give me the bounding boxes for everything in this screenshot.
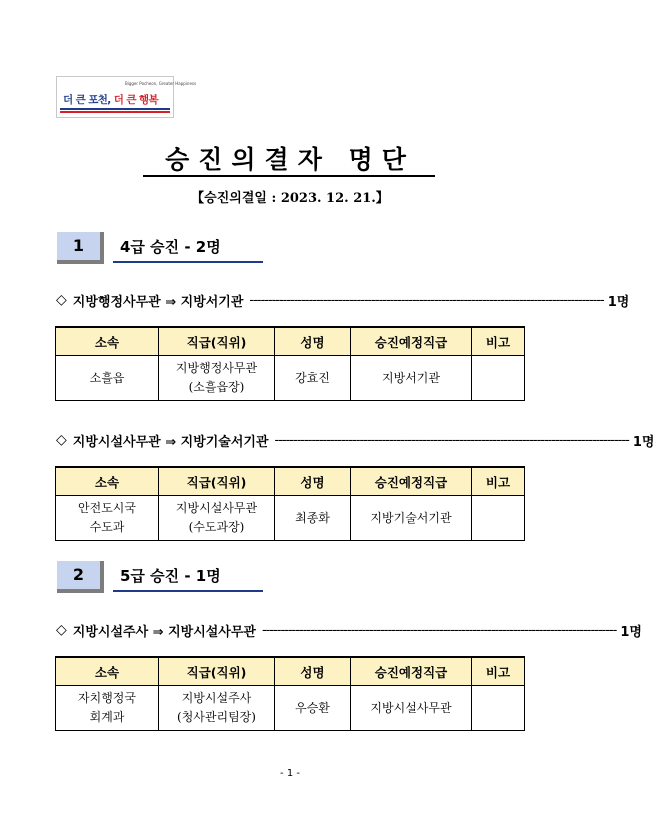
- cell-new-rank: 지방서기관: [351, 356, 472, 401]
- col-header-affiliation: 소속: [56, 657, 159, 686]
- leader-dashes: ------------------------------------------------------------------------------------------------: [274, 432, 629, 448]
- cell-affiliation: 소흘읍: [56, 356, 159, 401]
- leader-dashes: ------------------------------------------------------------------------------------------------: [261, 622, 617, 638]
- col-header-affiliation: 소속: [56, 327, 159, 356]
- table-header-row: [56, 657, 525, 686]
- group-count: 1명: [607, 294, 630, 310]
- cell-note: [472, 496, 525, 541]
- col-header-note: 비고: [472, 327, 525, 356]
- title-underline: [143, 175, 435, 177]
- table-header-row: [56, 467, 525, 496]
- pocheon-logo: [56, 76, 197, 118]
- section-number: 1: [57, 232, 104, 264]
- group-label: 지방시설사무관 ⇒ 지방기술서기관: [72, 434, 269, 450]
- logo-tagline: Bigger Pocheon, Greater Happiness: [125, 81, 197, 86]
- col-header-name: 성명: [275, 467, 351, 496]
- cell-note: [472, 356, 525, 401]
- diamond-icon: ◇: [56, 292, 67, 308]
- cell-rank: 지방시설주사 (청사관리팀장): [159, 686, 275, 731]
- col-header-rank: 직급(직위): [159, 657, 275, 686]
- promotion-table: [55, 466, 525, 541]
- section-title: 4급 승진 - 2명: [113, 233, 263, 263]
- group-heading: [56, 290, 630, 310]
- col-header-rank: 직급(직위): [159, 327, 275, 356]
- col-header-new-rank: 승진예정직급: [351, 657, 472, 686]
- table-row: [56, 356, 525, 401]
- cell-name: 최종화: [275, 496, 351, 541]
- col-header-new-rank: 승진예정직급: [351, 327, 472, 356]
- table-row: [56, 496, 525, 541]
- section-title: 5급 승진 - 1명: [113, 562, 263, 592]
- cell-new-rank: 지방기술서기관: [351, 496, 472, 541]
- col-header-affiliation: 소속: [56, 467, 159, 496]
- col-header-note: 비고: [472, 657, 525, 686]
- page-title: 승진의결자 명단: [165, 145, 415, 174]
- logo-underline-red: [60, 111, 170, 113]
- group-label: 지방행정사무관 ⇒ 지방서기관: [72, 294, 244, 310]
- logo-slogan: 더 큰 포천, 더 큰 행복: [63, 94, 159, 106]
- table-header-row: [56, 327, 525, 356]
- group-count: 1명: [620, 624, 642, 640]
- group-heading: [56, 620, 642, 640]
- section-number: 2: [57, 561, 104, 593]
- leader-dashes: ------------------------------------------------------------------------------------------------: [249, 292, 604, 308]
- decision-date: 【승진의결일 : 2023. 12. 21.】: [191, 191, 389, 206]
- cell-note: [472, 686, 525, 731]
- col-header-name: 성명: [275, 657, 351, 686]
- promotion-table: [55, 656, 525, 731]
- col-header-name: 성명: [275, 327, 351, 356]
- col-header-new-rank: 승진예정직급: [351, 467, 472, 496]
- promotion-table: [55, 326, 525, 401]
- cell-affiliation: 자치행정국 회계과: [56, 686, 159, 731]
- diamond-icon: ◇: [56, 622, 67, 638]
- cell-name: 우승환: [275, 686, 351, 731]
- group-label: 지방시설주사 ⇒ 지방시설사무관: [72, 624, 256, 640]
- cell-rank: 지방행정사무관 (소흘읍장): [159, 356, 275, 401]
- col-header-note: 비고: [472, 467, 525, 496]
- logo-underline-blue: [60, 108, 170, 110]
- cell-rank: 지방시설사무관 (수도과장): [159, 496, 275, 541]
- cell-name: 강효진: [275, 356, 351, 401]
- diamond-icon: ◇: [56, 432, 67, 448]
- cell-affiliation: 안전도시국 수도과: [56, 496, 159, 541]
- group-heading: [56, 430, 654, 450]
- group-count: 1명: [632, 434, 654, 450]
- page-number: - 1 -: [280, 768, 300, 779]
- col-header-rank: 직급(직위): [159, 467, 275, 496]
- cell-new-rank: 지방시설사무관: [351, 686, 472, 731]
- table-row: [56, 686, 525, 731]
